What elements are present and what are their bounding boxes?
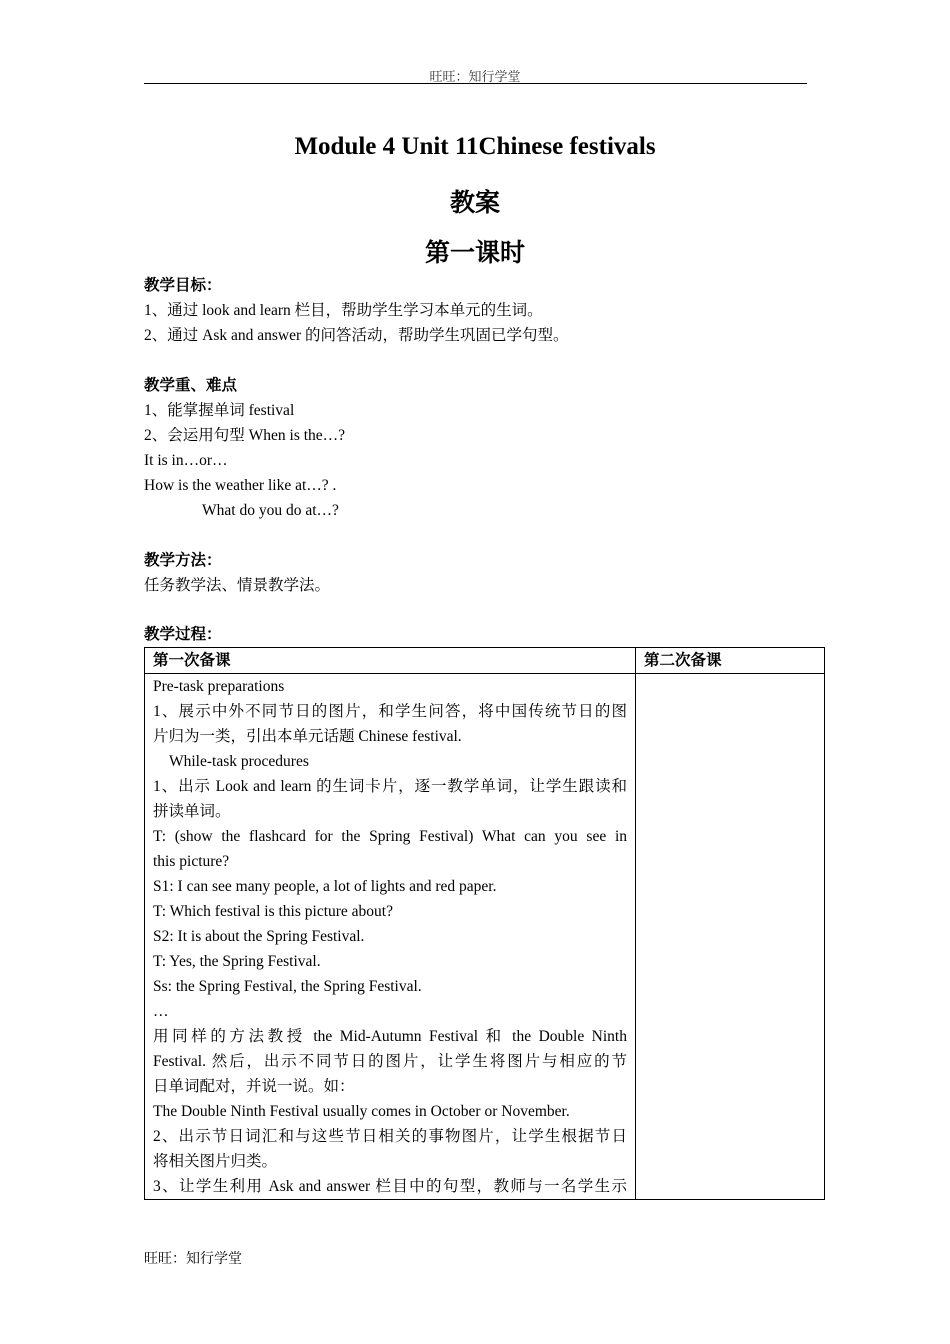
column-header-second-prep: 第二次备课 — [636, 648, 825, 674]
plan-line: Ss: the Spring Festival, the Spring Festival. — [153, 978, 422, 995]
lesson-plan-table — [144, 647, 825, 1200]
plan-line: The Double Ninth Festival usually comes in October or November. — [153, 1103, 570, 1120]
column-header-first-prep: 第一次备课 — [145, 648, 636, 674]
objective-item: 1、通过 look and learn 栏目，帮助学生学习本单元的生词。 — [144, 302, 543, 319]
key-point-item: How is the weather like at…? . — [144, 477, 337, 494]
plan-line: Pre-task preparations — [153, 678, 285, 695]
plan-line: While-task procedures — [169, 753, 309, 770]
second-prep-cell — [636, 674, 825, 1200]
page-footer: 旺旺：知行学堂 — [144, 1252, 242, 1267]
methods-text: 任务教学法、情景教学法。 — [144, 577, 331, 594]
key-point-item: It is in…or… — [144, 452, 228, 469]
key-points-section — [144, 373, 824, 523]
header-rule — [144, 83, 807, 84]
process-section — [144, 622, 824, 647]
document-subtitle: 教案 — [449, 188, 500, 217]
key-point-item: 2、会运用句型 When is the…? — [144, 427, 346, 444]
plan-line: 日单词配对，并说一说。如： — [153, 1078, 355, 1095]
plan-line: 拼读单词。 — [153, 803, 231, 820]
plan-line: T: Which festival is this picture about? — [153, 903, 393, 920]
objectives-section — [144, 273, 824, 348]
plan-line: 用同样的方法教授 the Mid-Autumn Festival 和 the Double Ninth — [153, 1028, 627, 1045]
plan-line: 将相关图片归类。 — [153, 1153, 278, 1170]
lesson-number: 第一课时 — [424, 238, 525, 267]
document-title: Module 4 Unit 11Chinese festivals — [294, 133, 656, 160]
plan-line: this picture? — [153, 853, 230, 870]
key-points-heading: 教学重、难点 — [144, 377, 238, 394]
plan-line: T: (show the flashcard for the Spring Festival) What can you see in — [153, 828, 627, 845]
page-header: 旺旺：知行学堂 — [429, 69, 521, 84]
plan-line: S2: It is about the Spring Festival. — [153, 928, 365, 945]
plan-line: 片归为一类，引出本单元话题 Chinese festival. — [153, 728, 462, 745]
first-prep-cell — [145, 674, 636, 1200]
plan-line: S1: I can see many people, a lot of lights and red paper. — [153, 878, 497, 895]
plan-line: 1、出示 Look and learn 的生词卡片，逐一教学单词，让学生跟读和 — [153, 778, 627, 795]
process-heading: 教学过程： — [144, 626, 222, 643]
methods-heading: 教学方法： — [144, 552, 222, 569]
plan-line: 1、展示中外不同节日的图片，和学生问答，将中国传统节日的图 — [153, 703, 627, 720]
plan-line: … — [153, 1003, 169, 1020]
plan-line: 3、让学生利用 Ask and answer 栏目中的句型，教师与一名学生示 — [153, 1178, 627, 1195]
key-point-item: 1、能掌握单词 festival — [144, 402, 295, 419]
objective-item: 2、通过 Ask and answer 的问答活动，帮助学生巩固已学句型。 — [144, 327, 569, 344]
plan-line: Festival. 然后，出示不同节日的图片，让学生将图片与相应的节 — [153, 1053, 627, 1070]
key-point-item: What do you do at…? — [202, 502, 339, 519]
plan-line: 2、出示节日词汇和与这些节日相关的事物图片，让学生根据节日 — [153, 1128, 627, 1145]
objectives-heading: 教学目标： — [144, 277, 222, 294]
plan-line: T: Yes, the Spring Festival. — [153, 953, 321, 970]
methods-section — [144, 548, 824, 598]
